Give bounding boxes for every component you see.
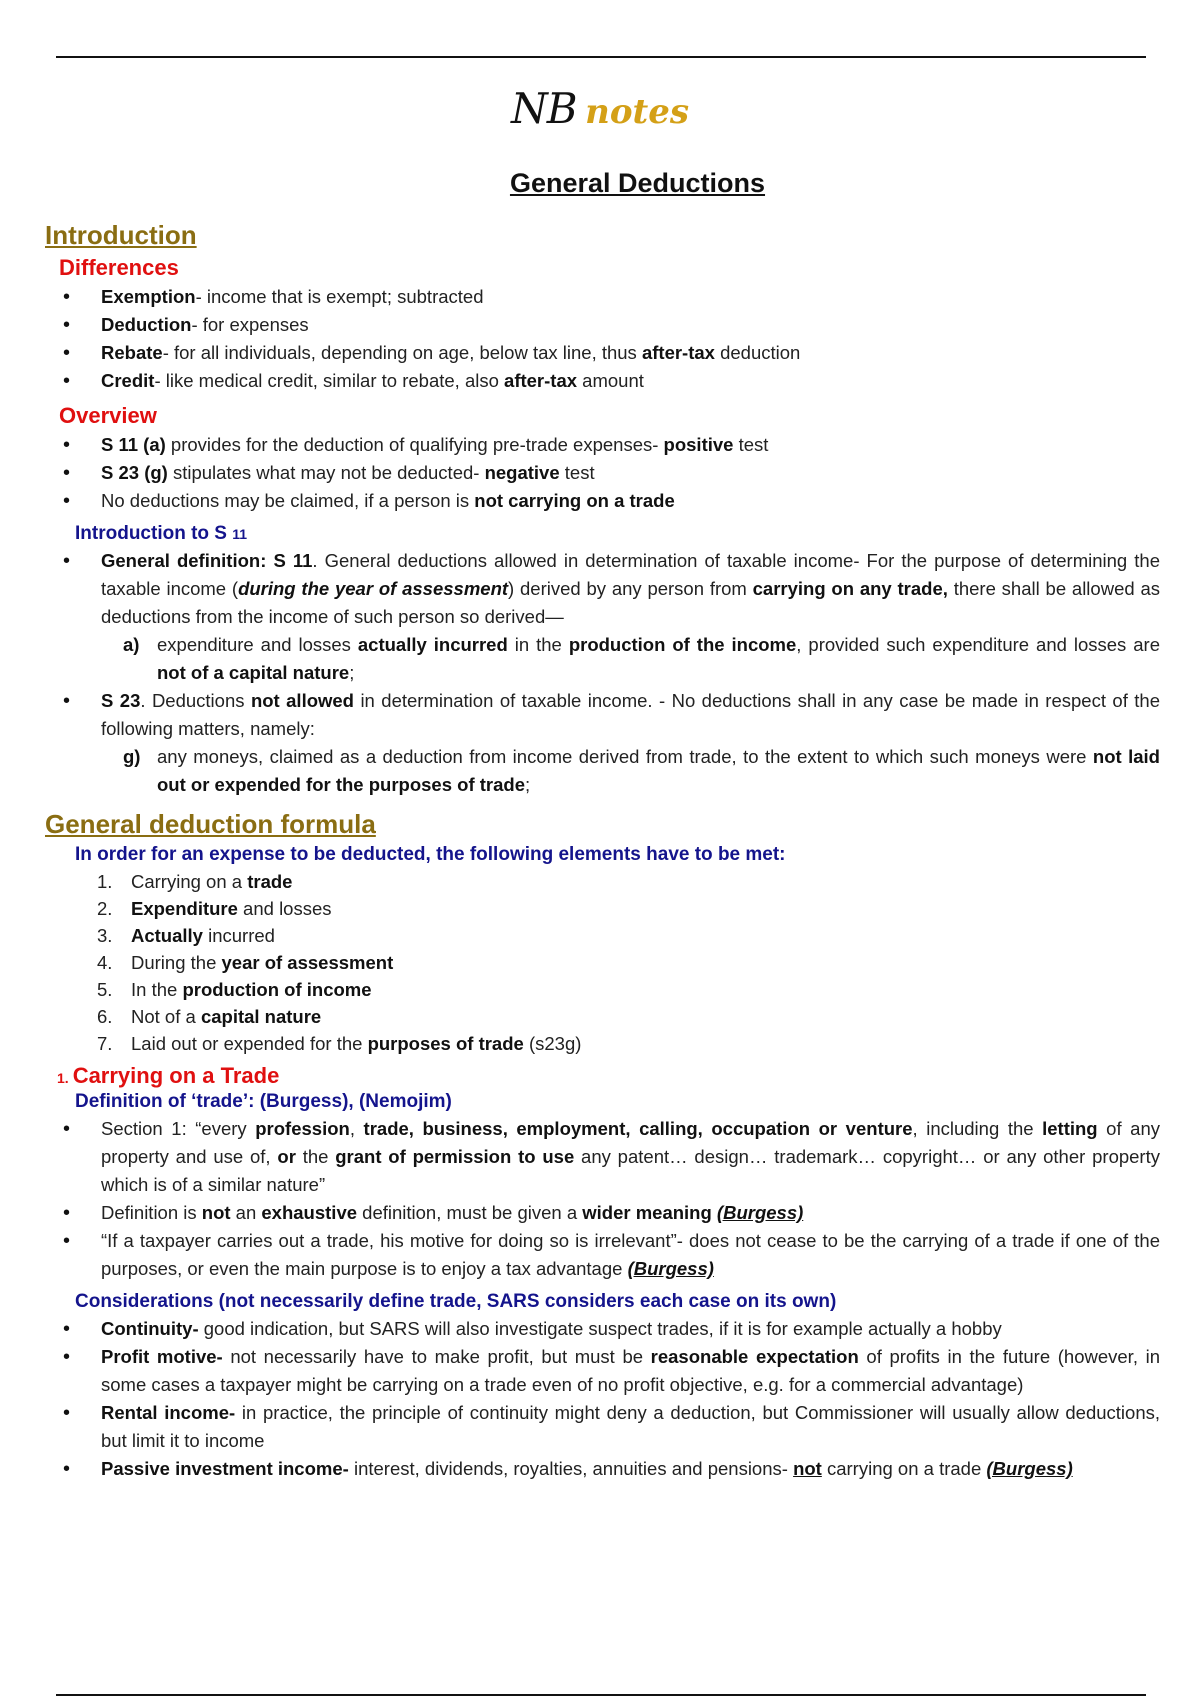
list-item: • Passive investment income- interest, dividends, royalties, annuities and pensions- not carrying on a trade (Burgess) — [45, 1455, 1160, 1483]
logo-nb: NB — [511, 84, 577, 133]
list-item: 1. Carrying on a trade — [97, 871, 293, 892]
considerations-list — [45, 1315, 1160, 1483]
formula-subheading: In order for an expense to be deducted, the following elements have to be met: — [75, 844, 786, 865]
list-item: • Profit motive- not necessarily have to make profit, but must be reasonable expectation of profits in the future (however, in some cases a taxpayer might be carrying on a trade even of no profit objective, e.g. for a commercial advantage) — [45, 1343, 1160, 1399]
logo-notes: notes — [585, 92, 689, 132]
list-item: 3. Actually incurred — [97, 925, 275, 946]
list-item: • S 23 (g) stipulates what may not be deducted- negative test — [45, 459, 1160, 487]
s11-clause-a: a) expenditure and losses actually incurred in the production of the income, provided such expenditure and losses are not of a capital nature; — [123, 634, 1161, 683]
carrying-on-trade-heading: 1. Carrying on a Trade — [57, 1063, 280, 1088]
s23-list — [45, 687, 1160, 743]
trade-definition-list — [45, 1115, 1160, 1283]
list-item: • “If a taxpayer carries out a trade, his motive for doing so is irrelevant”- does not cease to be the carrying of a trade if one of the purposes, or even the main purpose is to enjoy a tax advantage (Burgess) — [45, 1227, 1160, 1283]
list-item: • Continuity- good indication, but SARS will also investigate suspect trades, if it is for example actually a hobby — [45, 1315, 1160, 1343]
differences-heading: Differences — [59, 255, 179, 280]
list-item: • General definition: S 11. General deductions allowed in determination of taxable income- For the purpose of determining the taxable income (during the year of assessment) derived by any person from carrying on any trade, there shall be allowed as deductions from the income of such person so derived— — [45, 547, 1160, 631]
list-item: 4. During the year of assessment — [97, 952, 394, 973]
trade-definition-heading: Definition of ‘trade’: (Burgess), (Nemojim) — [75, 1091, 452, 1112]
document-body — [45, 220, 1160, 1491]
s11-list — [45, 547, 1160, 631]
list-item: 2. Expenditure and losses — [97, 898, 332, 919]
top-rule — [56, 56, 1146, 58]
page-title: General Deductions — [509, 168, 766, 198]
list-item: • Definition is not an exhaustive definition, must be given a wider meaning (Burgess) — [45, 1199, 1160, 1227]
list-item: • Credit- like medical credit, similar to rebate, also after-tax amount — [45, 367, 1160, 395]
s11-intro-heading: Introduction to S 11 — [75, 523, 248, 544]
differences-list — [45, 283, 1160, 395]
list-item: • S 11 (a) provides for the deduction of qualifying pre-trade expenses- positive test — [45, 431, 1160, 459]
list-item: • Exemption- income that is exempt; subtracted — [45, 283, 1160, 311]
list-item: • No deductions may be claimed, if a person is not carrying on a trade — [45, 487, 1160, 515]
list-item: 7. Laid out or expended for the purposes of trade (s23g) — [97, 1033, 582, 1054]
list-item: • Deduction- for expenses — [45, 311, 1160, 339]
list-item: 6. Not of a capital nature — [97, 1006, 322, 1027]
list-item: • Rebate- for all individuals, depending on age, below tax line, thus after-tax deduction — [45, 339, 1160, 367]
introduction-heading: Introduction — [45, 220, 197, 250]
overview-list — [45, 431, 1160, 515]
list-item: • Rental income- in practice, the principle of continuity might deny a deduction, but Commissioner will usually allow deductions, but limit it to income — [45, 1399, 1160, 1455]
overview-heading: Overview — [59, 403, 157, 428]
list-item: • S 23. Deductions not allowed in determination of taxable income. - No deductions shall in any case be made in respect of the following matters, namely: — [45, 687, 1160, 743]
s23-clause-g: g) any moneys, claimed as a deduction from income derived from trade, to the extent to which such moneys were not laid out or expended for the purposes of trade; — [123, 746, 1160, 795]
elements-list — [45, 868, 1160, 1057]
formula-heading: General deduction formula — [45, 809, 376, 839]
nb-notes-logo — [0, 84, 1200, 133]
list-item: • Section 1: “every profession, trade, business, employment, calling, occupation or venture, including the letting of any property and use of, or the grant of permission to use any patent… design… trademark… copyright… or any other property which is of a similar nature” — [45, 1115, 1160, 1199]
list-item: 5. In the production of income — [97, 979, 372, 1000]
bottom-rule — [56, 1694, 1146, 1696]
considerations-heading: Considerations (not necessarily define trade, SARS considers each case on its own) — [75, 1291, 837, 1312]
